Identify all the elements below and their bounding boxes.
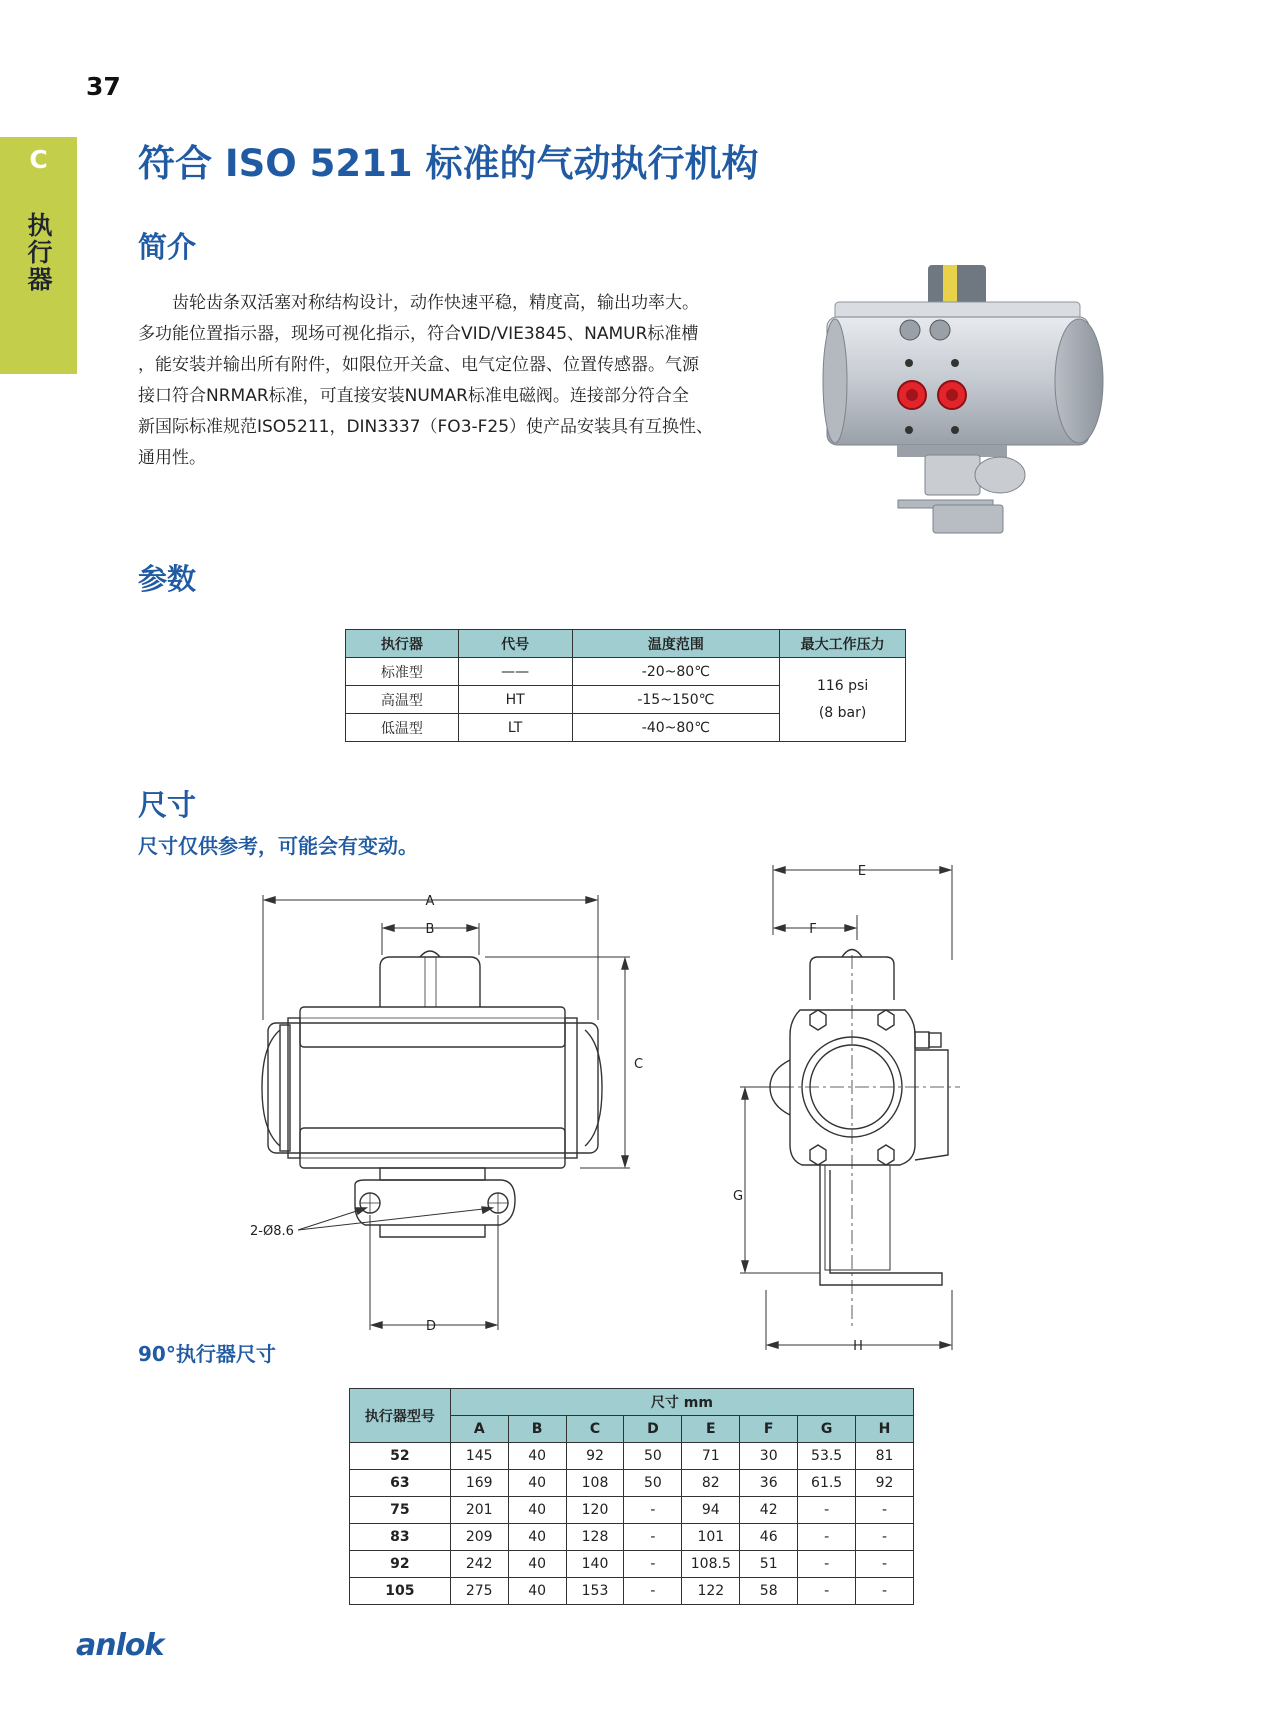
dimension-note: 尺寸仅供参考，可能会有变动。 bbox=[138, 834, 418, 858]
table-cell: 145 bbox=[450, 1443, 508, 1470]
page-number: 37 bbox=[86, 72, 121, 101]
table-cell: - bbox=[798, 1497, 856, 1524]
dim-label-E: E bbox=[857, 864, 867, 879]
actuator-product-photo bbox=[815, 255, 1115, 545]
table-row bbox=[350, 1470, 914, 1497]
dim-label-B: B bbox=[425, 922, 435, 937]
table-cell: - bbox=[856, 1497, 914, 1524]
model-header: 执行器型号 bbox=[350, 1389, 451, 1443]
table-header-cell: 执行器 bbox=[346, 630, 459, 658]
table-row bbox=[350, 1551, 914, 1578]
table-header-cell: B bbox=[508, 1416, 566, 1443]
table-cell: 高温型 bbox=[346, 686, 459, 714]
dim-label-H: H bbox=[853, 1339, 863, 1354]
dim-label-F: F bbox=[809, 922, 817, 937]
table-cell: - bbox=[856, 1551, 914, 1578]
table-cell: 标准型 bbox=[346, 658, 459, 686]
table-cell: 242 bbox=[450, 1551, 508, 1578]
pressure-bar: (8 bar) bbox=[818, 704, 867, 721]
table-cell: 40 bbox=[508, 1524, 566, 1551]
intro-line: 新国际标准规范ISO5211，DIN3337（FO3-F25）使产品安装具有互换性、 bbox=[138, 417, 714, 437]
side-tab-letter: C bbox=[29, 145, 48, 174]
table-header-cell: 代号 bbox=[458, 630, 572, 658]
param-table bbox=[345, 629, 906, 742]
brand-logo: anlok bbox=[76, 1628, 164, 1663]
model-cell: 52 bbox=[350, 1443, 451, 1470]
model-cell: 63 bbox=[350, 1470, 451, 1497]
intro-line: 接口符合NRMAR标准，可直接安装NUMAR标准电磁阀。连接部分符合全 bbox=[138, 386, 689, 406]
table-cell: 40 bbox=[508, 1551, 566, 1578]
table-header-cell: G bbox=[798, 1416, 856, 1443]
table-cell: 108.5 bbox=[682, 1551, 740, 1578]
intro-line: 通用性。 bbox=[138, 448, 206, 468]
section-title-intro: 简介 bbox=[138, 230, 197, 264]
dim-label-G: G bbox=[733, 1189, 744, 1204]
table-cell: 30 bbox=[740, 1443, 798, 1470]
table-row bbox=[350, 1524, 914, 1551]
table-header-cell: C bbox=[566, 1416, 624, 1443]
model-cell: 105 bbox=[350, 1578, 451, 1605]
table-cell: 82 bbox=[682, 1470, 740, 1497]
table-cell: - bbox=[856, 1578, 914, 1605]
table-cell: 50 bbox=[624, 1443, 682, 1470]
table-cell: - bbox=[856, 1524, 914, 1551]
dim-label-A: A bbox=[425, 894, 435, 909]
dimension-table bbox=[349, 1388, 914, 1605]
table-cell: - bbox=[798, 1524, 856, 1551]
table-cell: -20~80℃ bbox=[572, 658, 780, 686]
table-header-cell: H bbox=[856, 1416, 914, 1443]
hole-label: 2-Ø8.6 bbox=[250, 1224, 294, 1239]
table-cell: - bbox=[624, 1524, 682, 1551]
table-header-cell: F bbox=[740, 1416, 798, 1443]
table-cell: 40 bbox=[508, 1497, 566, 1524]
table-cell: 140 bbox=[566, 1551, 624, 1578]
intro-line: 多功能位置指示器，现场可视化指示，符合VID/VIE3845、NAMUR标准槽 bbox=[138, 324, 699, 344]
table-cell: 53.5 bbox=[798, 1443, 856, 1470]
table-header-cell: 温度范围 bbox=[572, 630, 780, 658]
table-cell: 201 bbox=[450, 1497, 508, 1524]
table-cell: LT bbox=[458, 714, 572, 742]
table-cell: 128 bbox=[566, 1524, 624, 1551]
table-header-cell: E bbox=[682, 1416, 740, 1443]
pressure-psi: 116 psi bbox=[816, 677, 869, 694]
table-header-cell: D bbox=[624, 1416, 682, 1443]
table-cell: - bbox=[798, 1578, 856, 1605]
intro-line: ，能安装并输出所有附件，如限位开关盒、电气定位器、位置传感器。气源 bbox=[138, 355, 699, 375]
table-cell: 169 bbox=[450, 1470, 508, 1497]
table-cell: 122 bbox=[682, 1578, 740, 1605]
table-cell: 50 bbox=[624, 1470, 682, 1497]
table-cell: 51 bbox=[740, 1551, 798, 1578]
section-title-params: 参数 bbox=[138, 562, 197, 596]
side-view-drawing bbox=[730, 860, 965, 1355]
model-cell: 75 bbox=[350, 1497, 451, 1524]
table-cell: 42 bbox=[740, 1497, 798, 1524]
table-cell: 92 bbox=[566, 1443, 624, 1470]
table-cell: 209 bbox=[450, 1524, 508, 1551]
table-cell: - bbox=[624, 1578, 682, 1605]
table-cell: 101 bbox=[682, 1524, 740, 1551]
dim-label-C: C bbox=[634, 1057, 644, 1072]
intro-line: 齿轮齿条双活塞对称结构设计，动作快速平稳，精度高，输出功率大。 bbox=[172, 293, 699, 313]
table-cell: 36 bbox=[740, 1470, 798, 1497]
table-cell: 81 bbox=[856, 1443, 914, 1470]
table-cell: -15~150℃ bbox=[572, 686, 780, 714]
dimension-table-caption: 90°执行器尺寸 bbox=[138, 1342, 276, 1366]
table-cell: HT bbox=[458, 686, 572, 714]
model-cell: 83 bbox=[350, 1524, 451, 1551]
table-cell: 120 bbox=[566, 1497, 624, 1524]
table-cell: -40~80℃ bbox=[572, 714, 780, 742]
table-header-cell: 最大工作压力 bbox=[780, 630, 906, 658]
table-cell: 40 bbox=[508, 1443, 566, 1470]
intro-paragraph bbox=[138, 288, 714, 474]
table-cell: 58 bbox=[740, 1578, 798, 1605]
table-row bbox=[346, 658, 906, 686]
table-row bbox=[350, 1497, 914, 1524]
pressure-cell bbox=[780, 658, 906, 742]
dimension-table-body bbox=[350, 1443, 914, 1605]
table-cell: 92 bbox=[856, 1470, 914, 1497]
table-cell: 94 bbox=[682, 1497, 740, 1524]
table-cell: 71 bbox=[682, 1443, 740, 1470]
table-header-row bbox=[350, 1389, 914, 1416]
table-cell: 61.5 bbox=[798, 1470, 856, 1497]
table-header-row bbox=[346, 630, 906, 658]
table-cell: 275 bbox=[450, 1578, 508, 1605]
table-cell: - bbox=[624, 1497, 682, 1524]
table-row bbox=[350, 1443, 914, 1470]
section-title-dimensions: 尺寸 bbox=[138, 788, 197, 822]
side-tab-label: 执行器 bbox=[24, 212, 53, 293]
dim-label-D: D bbox=[425, 1319, 437, 1334]
table-row bbox=[350, 1578, 914, 1605]
table-cell: 46 bbox=[740, 1524, 798, 1551]
table-cell: 40 bbox=[508, 1578, 566, 1605]
table-cell: 108 bbox=[566, 1470, 624, 1497]
table-cell: 40 bbox=[508, 1470, 566, 1497]
table-header-cell: A bbox=[450, 1416, 508, 1443]
table-cell: —— bbox=[458, 658, 572, 686]
model-cell: 92 bbox=[350, 1551, 451, 1578]
page-title: 符合 ISO 5211 标准的气动执行机构 bbox=[138, 142, 759, 185]
front-view-drawing bbox=[240, 885, 650, 1335]
table-cell: 低温型 bbox=[346, 714, 459, 742]
table-cell: 153 bbox=[566, 1578, 624, 1605]
table-cell: - bbox=[798, 1551, 856, 1578]
table-cell: - bbox=[624, 1551, 682, 1578]
group-header: 尺寸 mm bbox=[450, 1389, 913, 1416]
